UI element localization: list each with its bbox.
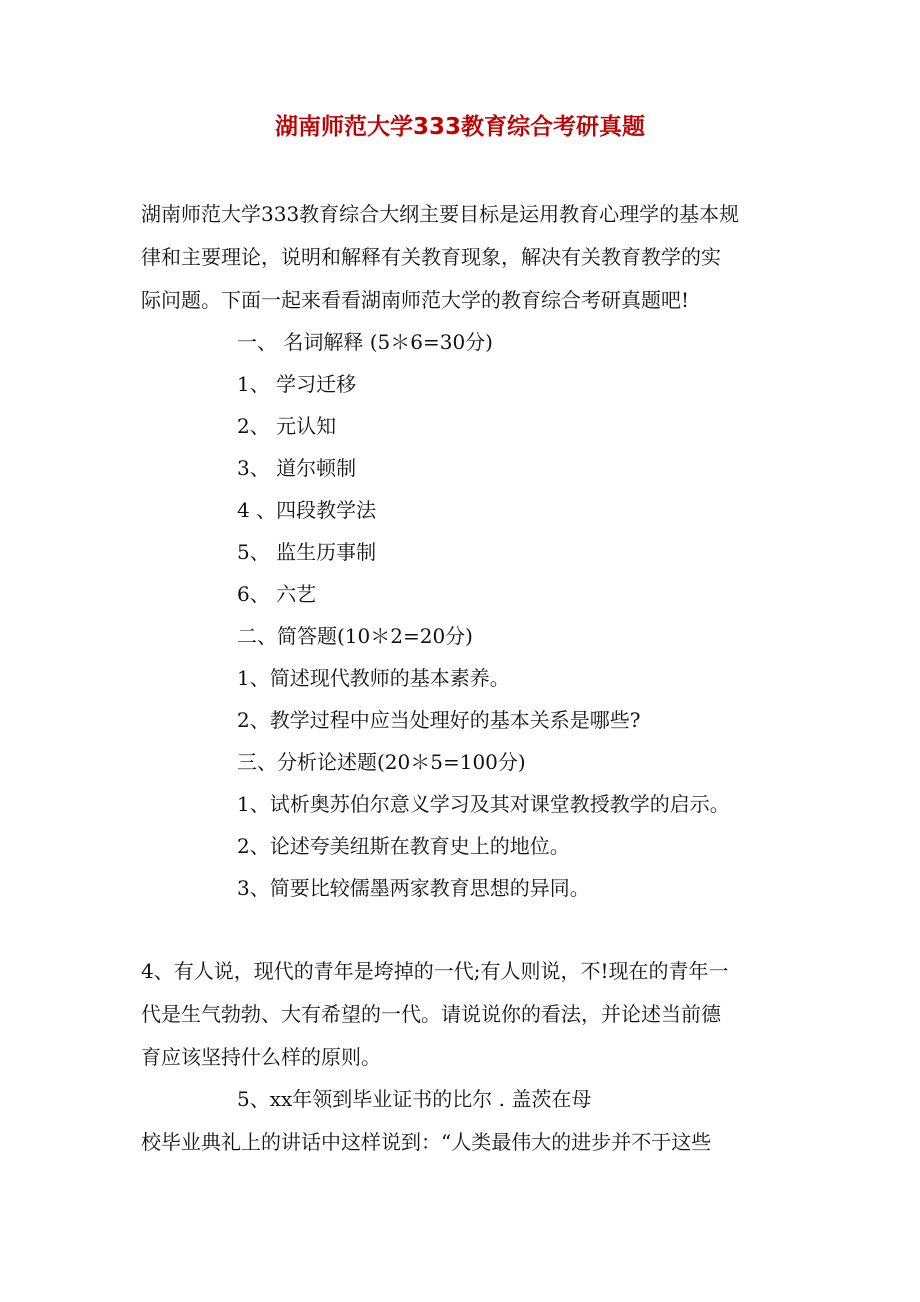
list-item: 1、 学习迁移 <box>237 372 357 396</box>
section-heading-short-answer: 二、简答题(10＊2=20分) <box>237 624 473 648</box>
list-item: 1、试析奥苏伯尔意义学习及其对课堂教授教学的启示。 <box>237 792 730 816</box>
list-item: 1、简述现代教师的基本素养。 <box>237 666 510 690</box>
question-4-line: 代是生气勃勃、大有希望的一代。请说说你的看法，并论述当前德 <box>141 1002 721 1026</box>
list-item: 5、 监生历事制 <box>237 540 377 564</box>
list-item: 4 、四段教学法 <box>237 498 377 522</box>
list-item: 2、 元认知 <box>237 414 337 438</box>
intro-line: 际问题。下面一起来看看湖南师范大学的教育综合考研真题吧! <box>141 288 690 312</box>
section-heading-terms: 一、 名词解释 (5＊6=30分) <box>237 330 493 354</box>
document-title: 湖南师范大学333教育综合考研真题 <box>274 114 645 140</box>
list-item: 2、教学过程中应当处理好的基本关系是哪些? <box>237 708 641 732</box>
section-heading-essay: 三、分析论述题(20＊5=100分) <box>237 750 526 774</box>
list-item: 3、简要比较儒墨两家教育思想的异同。 <box>237 876 590 900</box>
question-5-line: 5、xx年领到毕业证书的比尔 . 盖茨在母 <box>237 1087 592 1111</box>
intro-line: 律和主要理论，说明和解释有关教育现象，解决有关教育教学的实 <box>141 245 721 269</box>
question-4-line: 育应该坚持什么样的原则。 <box>141 1045 381 1069</box>
list-item: 3、 道尔顿制 <box>237 456 357 480</box>
list-item: 6、 六艺 <box>237 582 317 606</box>
question-5-line: 校毕业典礼上的讲话中这样说到：“人类最伟大的进步并不于这些 <box>141 1130 712 1154</box>
question-4-line: 4、有人说，现代的青年是垮掉的一代;有人则说，不!现在的青年一 <box>141 959 729 983</box>
list-item: 2、论述夸美纽斯在教育史上的地位。 <box>237 834 570 858</box>
intro-line: 湖南师范大学333教育综合大纲主要目标是运用教育心理学的基本规 <box>141 202 740 226</box>
